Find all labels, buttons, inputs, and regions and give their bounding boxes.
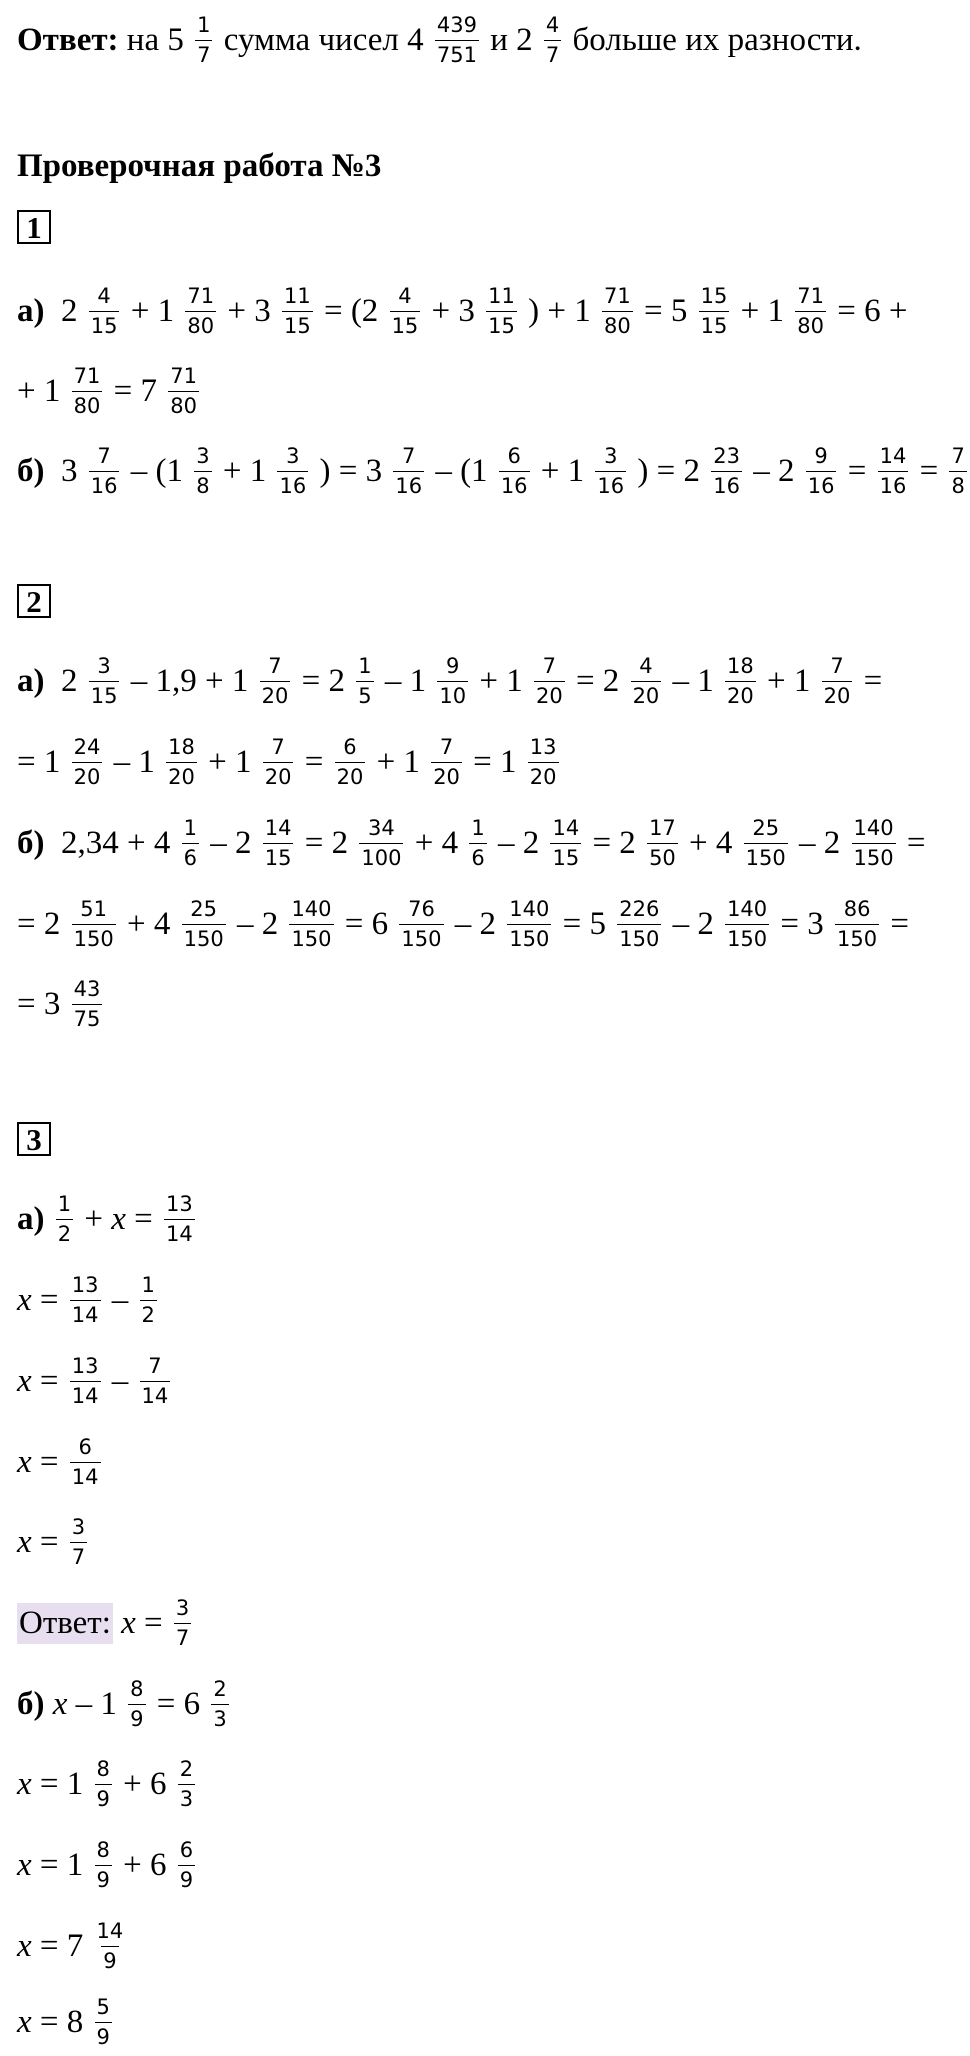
text: – 1 <box>376 663 435 700</box>
task2-b-line1 <box>17 817 934 870</box>
text: = <box>911 453 947 490</box>
text: = <box>31 1524 67 1561</box>
text: ) = 2 <box>629 453 709 490</box>
text: = 6 + <box>828 293 916 330</box>
text: – 1 <box>67 1686 126 1723</box>
task2-b-line3 <box>17 978 105 1031</box>
text: больше их разности. <box>564 22 870 59</box>
task3-answer-line <box>17 1597 194 1650</box>
text: = 6 <box>336 906 397 943</box>
text: = <box>855 663 891 700</box>
fraction: $\frac{7}{20}$ <box>261 654 289 708</box>
fraction: $\frac{23}{16}$ <box>713 444 740 498</box>
text: = 1 <box>17 744 69 781</box>
text: = 5 <box>554 906 615 943</box>
text: – 2 <box>228 906 287 943</box>
fraction: $\frac{140}{150}$ <box>509 897 550 951</box>
text: = <box>898 825 934 862</box>
task-number-box: 3 <box>17 1122 51 1156</box>
text: 2,34 + 4 <box>52 825 179 862</box>
answer-label-highlight: Ответ: <box>17 1603 113 1644</box>
text: 3 <box>52 453 86 490</box>
fraction: $\frac{71}{80}$ <box>604 284 631 338</box>
text: = 1 <box>464 744 525 781</box>
text: + 1 <box>214 453 275 490</box>
text: = <box>31 1282 67 1319</box>
text: + 4 <box>406 825 467 862</box>
variable: x <box>17 1444 32 1481</box>
text: = 7 <box>31 1928 92 1965</box>
text: = 3 <box>772 906 833 943</box>
fraction: $\frac{25}{150}$ <box>745 816 786 870</box>
intro-answer-line <box>17 14 870 67</box>
fraction: $\frac{7}{8}$ <box>951 444 965 498</box>
text: + 1 <box>758 663 819 700</box>
text: + <box>76 1201 112 1238</box>
part-label: а) <box>17 663 45 700</box>
text: ) + 1 <box>519 293 600 330</box>
text: – 1,9 + 1 <box>122 663 257 700</box>
fraction: $\frac{140}{150}$ <box>291 897 332 951</box>
fraction: $\frac{4}{15}$ <box>391 284 419 338</box>
variable: x <box>17 1282 32 1319</box>
fraction: $\frac{13}{14}$ <box>166 1192 193 1246</box>
variable: x <box>17 1363 32 1400</box>
fraction: $\frac{1}{7}$ <box>197 13 211 67</box>
task3-a-line3 <box>17 1355 173 1408</box>
text: = <box>125 1201 162 1238</box>
fraction: $\frac{17}{50}$ <box>649 816 676 870</box>
text: ) = 3 <box>311 453 391 490</box>
text: = <box>31 1363 67 1400</box>
fraction: $\frac{6}{16}$ <box>500 444 528 498</box>
text: = 2 <box>17 906 69 943</box>
text: = 5 <box>635 293 696 330</box>
fraction: $\frac{4}{15}$ <box>90 284 118 338</box>
variable: x <box>121 1605 136 1642</box>
task-number-box: 1 <box>17 210 51 244</box>
fraction: $\frac{1}{6}$ <box>471 816 485 870</box>
text: = 3 <box>17 986 69 1023</box>
text: + 1 <box>199 744 260 781</box>
task3-a-line4 <box>17 1436 104 1489</box>
fraction: $\frac{3}{16}$ <box>597 444 625 498</box>
text: + 1 <box>17 373 69 410</box>
task2-a-line2 <box>17 736 562 789</box>
text: на 5 <box>118 22 193 59</box>
task3-b-line3 <box>17 1839 198 1892</box>
task3-a-line2 <box>17 1274 160 1327</box>
fraction: $\frac{51}{150}$ <box>73 897 114 951</box>
text: = (2 <box>315 293 387 330</box>
fraction: $\frac{7}{16}$ <box>90 444 118 498</box>
fraction: $\frac{7}{20}$ <box>535 654 563 708</box>
fraction: $\frac{2}{3}$ <box>179 1757 194 1811</box>
variable: x <box>17 2004 32 2041</box>
text: – <box>103 1363 137 1400</box>
fraction: $\frac{5}{9}$ <box>96 1995 110 2049</box>
text: = 1 <box>31 1847 92 1884</box>
task-number-box: 2 <box>17 584 51 618</box>
fraction: $\frac{24}{20}$ <box>73 735 101 789</box>
text: = <box>839 453 875 490</box>
text: = <box>31 1444 67 1481</box>
variable: x <box>52 1686 68 1723</box>
text: = 6 <box>148 1686 209 1723</box>
variable: x <box>17 1928 32 1965</box>
task3-a-line5 <box>17 1516 90 1569</box>
fraction: $\frac{13}{14}$ <box>71 1273 99 1327</box>
part-label: б) <box>17 1686 45 1723</box>
section-title: Проверочная работа №3 <box>17 148 382 184</box>
fraction: $\frac{140}{150}$ <box>727 897 768 951</box>
text: + 4 <box>118 906 179 943</box>
variable: x <box>17 1847 32 1884</box>
text: 2 <box>52 293 86 330</box>
text: – 2 <box>489 825 548 862</box>
task3-b-line1 <box>17 1678 232 1731</box>
fraction: $\frac{1}{2}$ <box>57 1192 72 1246</box>
text: = <box>135 1605 171 1642</box>
text: – 2 <box>790 825 849 862</box>
fraction: $\frac{9}{10}$ <box>439 654 467 708</box>
fraction: $\frac{18}{20}$ <box>168 735 195 789</box>
task3-b-line5 <box>17 1996 115 2049</box>
variable: x <box>111 1201 126 1238</box>
part-label: б) <box>17 825 45 862</box>
fraction: $\frac{3}{16}$ <box>279 444 307 498</box>
fraction: $\frac{7}{20}$ <box>433 735 460 789</box>
text: + 6 <box>114 1847 175 1884</box>
fraction: $\frac{14}{15}$ <box>552 816 580 870</box>
fraction: $\frac{3}{15}$ <box>90 654 118 708</box>
text: и 2 <box>481 22 541 59</box>
fraction: $\frac{3}{8}$ <box>196 444 210 498</box>
fraction: $\frac{8}{9}$ <box>96 1838 110 1892</box>
fraction: $\frac{43}{75}$ <box>73 977 101 1031</box>
text: сумма чисел 4 <box>215 22 432 59</box>
variable: x <box>17 1766 32 1803</box>
text: + 1 <box>122 293 183 330</box>
fraction: $\frac{8}{9}$ <box>96 1757 110 1811</box>
fraction: $\frac{25}{150}$ <box>183 897 224 951</box>
task1-b-line1 <box>17 445 970 498</box>
fraction: $\frac{14}{9}$ <box>96 1919 124 1973</box>
text: – <box>103 1282 137 1319</box>
fraction: $\frac{3}{7}$ <box>71 1515 86 1569</box>
fraction: $\frac{11}{15}$ <box>283 284 311 338</box>
part-label: а) <box>17 1201 45 1238</box>
fraction: $\frac{13}{20}$ <box>529 735 557 789</box>
task3-b-line4 <box>17 1920 128 1973</box>
fraction: $\frac{1}{2}$ <box>141 1273 155 1327</box>
text: + 1 <box>732 293 793 330</box>
fraction: $\frac{71}{80}$ <box>187 284 215 338</box>
fraction: $\frac{14}{16}$ <box>879 444 907 498</box>
fraction: $\frac{140}{150}$ <box>853 816 894 870</box>
fraction: $\frac{9}{16}$ <box>807 444 835 498</box>
fraction: $\frac{18}{20}$ <box>727 654 754 708</box>
text: = 8 <box>31 2004 92 2041</box>
text: + 1 <box>532 453 593 490</box>
fraction: $\frac{3}{7}$ <box>175 1596 190 1650</box>
text: + 6 <box>114 1766 175 1803</box>
task3-a-line1 <box>17 1193 198 1246</box>
text: – (1 <box>427 453 496 490</box>
fraction: $\frac{1}{5}$ <box>358 654 372 708</box>
fraction: $\frac{2}{3}$ <box>213 1677 227 1731</box>
fraction: $\frac{76}{150}$ <box>401 897 442 951</box>
text: = 7 <box>105 373 166 410</box>
text: + 1 <box>471 663 531 700</box>
fraction: $\frac{7}{20}$ <box>264 735 292 789</box>
fraction: $\frac{6}{20}$ <box>336 735 364 789</box>
fraction: $\frac{86}{150}$ <box>837 897 878 951</box>
answer-label: Ответ: <box>17 22 119 59</box>
fraction: $\frac{15}{15}$ <box>700 284 728 338</box>
fraction: $\frac{71}{80}$ <box>73 364 101 418</box>
fraction: $\frac{439}{751}$ <box>436 13 477 67</box>
text: = 2 <box>296 825 357 862</box>
fraction: $\frac{71}{80}$ <box>170 364 197 418</box>
task1-a-line2 <box>17 365 202 418</box>
fraction: $\frac{7}{14}$ <box>141 1354 169 1408</box>
text: – 2 <box>446 906 505 943</box>
fraction: $\frac{1}{6}$ <box>183 816 197 870</box>
text: = 2 <box>293 663 354 700</box>
text: + 1 <box>368 744 429 781</box>
fraction: $\frac{71}{80}$ <box>797 284 824 338</box>
text: + 3 <box>423 293 484 330</box>
text: – 1 <box>664 663 723 700</box>
fraction: $\frac{8}{9}$ <box>130 1677 144 1731</box>
fraction: $\frac{6}{14}$ <box>71 1435 99 1489</box>
text: = <box>296 744 332 781</box>
fraction: $\frac{6}{9}$ <box>179 1838 194 1892</box>
text: = 2 <box>584 825 645 862</box>
fraction: $\frac{34}{100}$ <box>361 816 402 870</box>
fraction: $\frac{4}{7}$ <box>545 13 560 67</box>
text: – 1 <box>105 744 164 781</box>
task2-a-line1 <box>17 655 891 708</box>
task1-a-line1 <box>17 285 916 338</box>
text: = <box>882 906 918 943</box>
text: – 2 <box>202 825 260 862</box>
fraction: $\frac{14}{15}$ <box>264 816 292 870</box>
fraction: $\frac{7}{16}$ <box>395 444 423 498</box>
task3-b-line2 <box>17 1758 198 1811</box>
text: 2 <box>52 663 86 700</box>
text: – 2 <box>745 453 803 490</box>
fraction: $\frac{13}{14}$ <box>71 1354 99 1408</box>
part-label: а) <box>17 293 45 330</box>
part-label: б) <box>17 453 45 490</box>
fraction: $\frac{4}{20}$ <box>632 654 660 708</box>
fraction: $\frac{11}{15}$ <box>488 284 515 338</box>
text: + 4 <box>680 825 741 862</box>
text: = 1 <box>31 1766 92 1803</box>
task2-b-line2 <box>17 898 917 951</box>
text: – (1 <box>122 453 192 490</box>
fraction: $\frac{226}{150}$ <box>619 897 660 951</box>
text: = 2 <box>567 663 628 700</box>
text: – 2 <box>664 906 723 943</box>
variable: x <box>17 1524 32 1561</box>
text: + 3 <box>219 293 279 330</box>
fraction: $\frac{7}{20}$ <box>823 654 851 708</box>
